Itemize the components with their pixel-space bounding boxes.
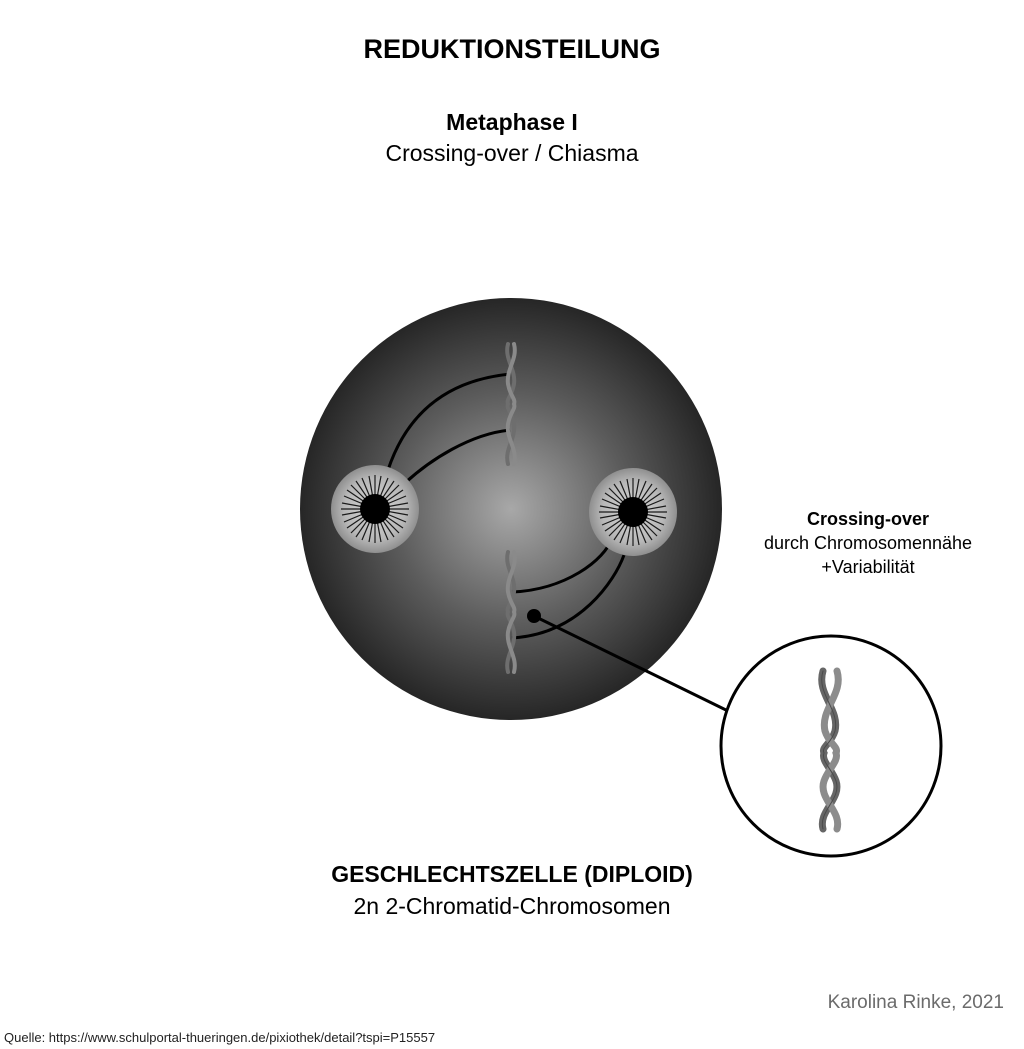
centrosome-right-icon xyxy=(589,468,677,556)
phase-subtitle: Crossing-over / Chiasma xyxy=(385,140,639,166)
annotation-title: Crossing-over xyxy=(806,509,930,529)
diagram-title: REDUKTIONSTEILUNG xyxy=(363,34,661,64)
phase-name: Metaphase I xyxy=(446,109,578,135)
author-credit: Karolina Rinke, 2021 xyxy=(827,992,1004,1013)
annotation-line-2: +Variabilität xyxy=(821,557,915,577)
cell-type-label: GESCHLECHTSZELLE (DIPLOID) xyxy=(331,861,693,887)
source-citation: Quelle: https://www.schulportal-thueringen.de/pixiothek/detail?tspi=P15557 xyxy=(4,1030,436,1045)
annotation-line-1: durch Chromosomennähe xyxy=(763,533,973,553)
cell-description: 2n 2-Chromatid-Chromosomen xyxy=(353,893,671,919)
centrosome-left-icon xyxy=(331,465,419,553)
